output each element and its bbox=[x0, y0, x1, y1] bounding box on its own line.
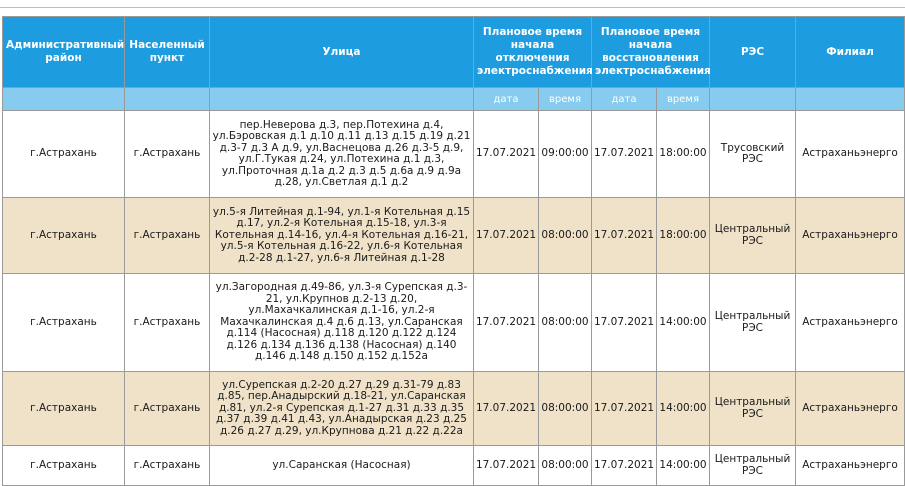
subheader-empty bbox=[3, 88, 125, 111]
cell-on-time: 18:00:00 bbox=[657, 198, 710, 274]
cell-on-date: 17.07.2021 bbox=[592, 198, 657, 274]
cell-off-time: 08:00:00 bbox=[539, 274, 592, 372]
table-header-row bbox=[3, 17, 905, 88]
cell-on-time: 14:00:00 bbox=[657, 274, 710, 372]
cell-res: Центральный РЭС bbox=[710, 372, 796, 446]
subheader-off-date: дата bbox=[474, 88, 539, 111]
subheader-on-date: дата bbox=[592, 88, 657, 111]
table-row bbox=[3, 372, 905, 446]
subheader-on-time: время bbox=[657, 88, 710, 111]
header-restore-time: Плановое время начала восстановления электроснабжения bbox=[592, 17, 710, 88]
cell-branch: Астраханьэнерго bbox=[796, 446, 905, 486]
subheader-off-time: время bbox=[539, 88, 592, 111]
cell-off-time: 08:00:00 bbox=[539, 446, 592, 486]
cell-off-time: 08:00:00 bbox=[539, 198, 592, 274]
subheader-empty bbox=[710, 88, 796, 111]
subheader-empty bbox=[796, 88, 905, 111]
cell-off-time: 08:00:00 bbox=[539, 372, 592, 446]
cell-off-date: 17.07.2021 bbox=[474, 111, 539, 198]
table-row bbox=[3, 446, 905, 486]
cell-district: г.Астрахань bbox=[3, 372, 125, 446]
cell-street: ул.Загородная д.49-86, ул.3-я Сурепская д.3-21, ул.Крупнов д.2-13 д.20, ул.Махачкалинская д.1-16, ул.2-я Махачкалинская д.4 д.6 д.13, ул.Саранская д.114 (Насосная) д.118 д.120 д.122 д.124 д.126 д.134 д.136 д.138 (Насосная) д.140 д.146 д.148 д.150 д.152 д.152а bbox=[210, 274, 474, 372]
cell-branch: Астраханьэнерго bbox=[796, 372, 905, 446]
table-subheader-row bbox=[3, 88, 905, 111]
cell-res: Центральный РЭС bbox=[710, 198, 796, 274]
cell-locality: г.Астрахань bbox=[125, 111, 210, 198]
cell-locality: г.Астрахань bbox=[125, 274, 210, 372]
cell-district: г.Астрахань bbox=[3, 111, 125, 198]
header-district: Административный район bbox=[3, 17, 125, 88]
cell-district: г.Астрахань bbox=[3, 198, 125, 274]
cell-on-time: 14:00:00 bbox=[657, 372, 710, 446]
subheader-empty bbox=[210, 88, 474, 111]
cell-branch: Астраханьэнерго bbox=[796, 111, 905, 198]
header-locality: Населенный пункт bbox=[125, 17, 210, 88]
top-divider bbox=[0, 7, 905, 8]
cell-branch: Астраханьэнерго bbox=[796, 274, 905, 372]
cell-on-date: 17.07.2021 bbox=[592, 372, 657, 446]
table-row bbox=[3, 274, 905, 372]
header-res: РЭС bbox=[710, 17, 796, 88]
outage-schedule-table bbox=[2, 16, 905, 486]
cell-res: Центральный РЭС bbox=[710, 274, 796, 372]
cell-street: ул.Сурепская д.2-20 д.27 д.29 д.31-79 д.83 д.85, пер.Анадырский д.18-21, ул.Саранская д.81, ул.2-я Сурепская д.1-27 д.31 д.33 д.35 д.37 д.39 д.41 д.43, ул.Анадырская д.23 д.25 д.26 д.27 д.29, ул.Крупнова д.21 д.22 д.22а bbox=[210, 372, 474, 446]
cell-off-date: 17.07.2021 bbox=[474, 198, 539, 274]
table-row bbox=[3, 198, 905, 274]
cell-on-date: 17.07.2021 bbox=[592, 446, 657, 486]
cell-street: ул.5-я Литейная д.1-94, ул.1-я Котельная д.15 д.17, ул.2-я Котельная д.15-18, ул.3-я Котельная д.14-16, ул.4-я Котельная д.16-21, ул.5-я Котельная д.16-22, ул.6-я Котельная д.2-28 д.1-27, ул.6-я Литейная д.1-28 bbox=[210, 198, 474, 274]
header-street: Улица bbox=[210, 17, 474, 88]
cell-off-time: 09:00:00 bbox=[539, 111, 592, 198]
header-off-time: Плановое время начала отключения электроснабжения bbox=[474, 17, 592, 88]
header-branch: Филиал bbox=[796, 17, 905, 88]
cell-off-date: 17.07.2021 bbox=[474, 446, 539, 486]
cell-street: пер.Неверова д.3, пер.Потехина д.4, ул.Бэровская д.1 д.10 д.11 д.13 д.15 д.19 д.21 д.3-7 д.3 А д.9, ул.Васнецова д.26 д.3-5 д.9, ул.Г.Тукая д.24, ул.Потехина д.1 д.3, ул.Проточная д.1а д.2 д.3 д.5 д.6а д.9 д.9а д.28, ул.Светлая д.1 д.2 bbox=[210, 111, 474, 198]
cell-street: ул.Саранская (Насосная) bbox=[210, 446, 474, 486]
subheader-empty bbox=[125, 88, 210, 111]
cell-locality: г.Астрахань bbox=[125, 446, 210, 486]
cell-res: Трусовский РЭС bbox=[710, 111, 796, 198]
cell-locality: г.Астрахань bbox=[125, 372, 210, 446]
table-row bbox=[3, 111, 905, 198]
cell-district: г.Астрахань bbox=[3, 274, 125, 372]
cell-off-date: 17.07.2021 bbox=[474, 372, 539, 446]
cell-branch: Астраханьэнерго bbox=[796, 198, 905, 274]
cell-on-time: 14:00:00 bbox=[657, 446, 710, 486]
cell-district: г.Астрахань bbox=[3, 446, 125, 486]
cell-on-time: 18:00:00 bbox=[657, 111, 710, 198]
cell-on-date: 17.07.2021 bbox=[592, 111, 657, 198]
cell-res: Центральный РЭС bbox=[710, 446, 796, 486]
cell-on-date: 17.07.2021 bbox=[592, 274, 657, 372]
cell-off-date: 17.07.2021 bbox=[474, 274, 539, 372]
cell-locality: г.Астрахань bbox=[125, 198, 210, 274]
